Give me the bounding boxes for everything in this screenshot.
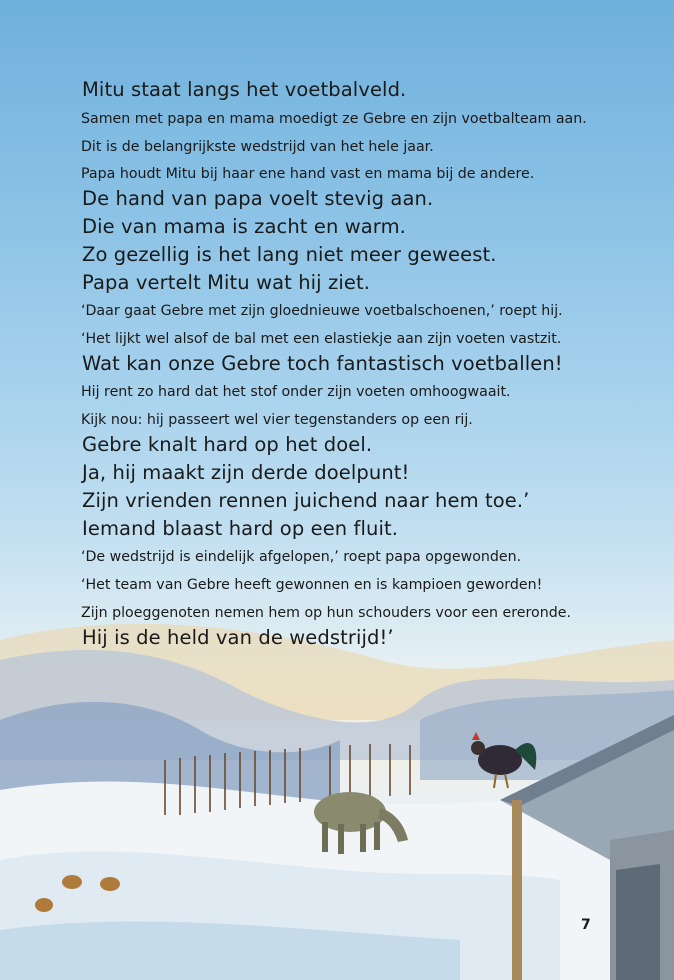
- story-line: Iemand blaast hard op een fluit.: [82, 517, 399, 540]
- story-line: Hij is de held van de wedstrijd!’: [82, 626, 394, 649]
- story-line: Zijn ploeggenoten nemen hem op hun schouders voor een ereronde.: [81, 605, 571, 621]
- story-line: Zo gezellig is het lang niet meer geweest.: [82, 243, 497, 266]
- story-line: Dit is de belangrijkste wedstrijd van het hele jaar.: [81, 139, 434, 155]
- page-number: 7: [581, 917, 591, 933]
- story-line: Hij rent zo hard dat het stof onder zijn voeten omhoogwaait.: [81, 384, 511, 400]
- story-line: Ja, hij maakt zijn derde doelpunt!: [82, 461, 410, 484]
- story-line: Kijk nou: hij passeert wel vier tegenstanders op een rij.: [81, 412, 473, 428]
- story-line: De hand van papa voelt stevig aan.: [82, 187, 434, 210]
- story-line: Samen met papa en mama moedigt ze Gebre en zijn voetbalteam aan.: [81, 111, 587, 127]
- story-line: Die van mama is zacht en warm.: [82, 215, 406, 238]
- story-line: Wat kan onze Gebre toch fantastisch voetballen!: [82, 352, 563, 375]
- story-line: Mitu staat langs het voetbalveld.: [82, 78, 407, 101]
- story-line: Papa houdt Mitu bij haar ene hand vast en mama bij de andere.: [81, 166, 535, 182]
- story-line: Papa vertelt Mitu wat hij ziet.: [82, 271, 370, 294]
- story-line: ‘Daar gaat Gebre met zijn gloednieuwe voetbalschoenen,’ roept hij.: [81, 303, 563, 319]
- story-line: ‘De wedstrijd is eindelijk afgelopen,’ roept papa opgewonden.: [81, 549, 522, 565]
- story-line: Gebre knalt hard op het doel.: [82, 433, 373, 456]
- story-line: ‘Het team van Gebre heeft gewonnen en is kampioen geworden!: [81, 577, 543, 593]
- story-line: ‘Het lijkt wel alsof de bal met een elastiekje aan zijn voeten vastzit.: [81, 331, 562, 347]
- story-line: Zijn vrienden rennen juichend naar hem toe.’: [82, 489, 530, 512]
